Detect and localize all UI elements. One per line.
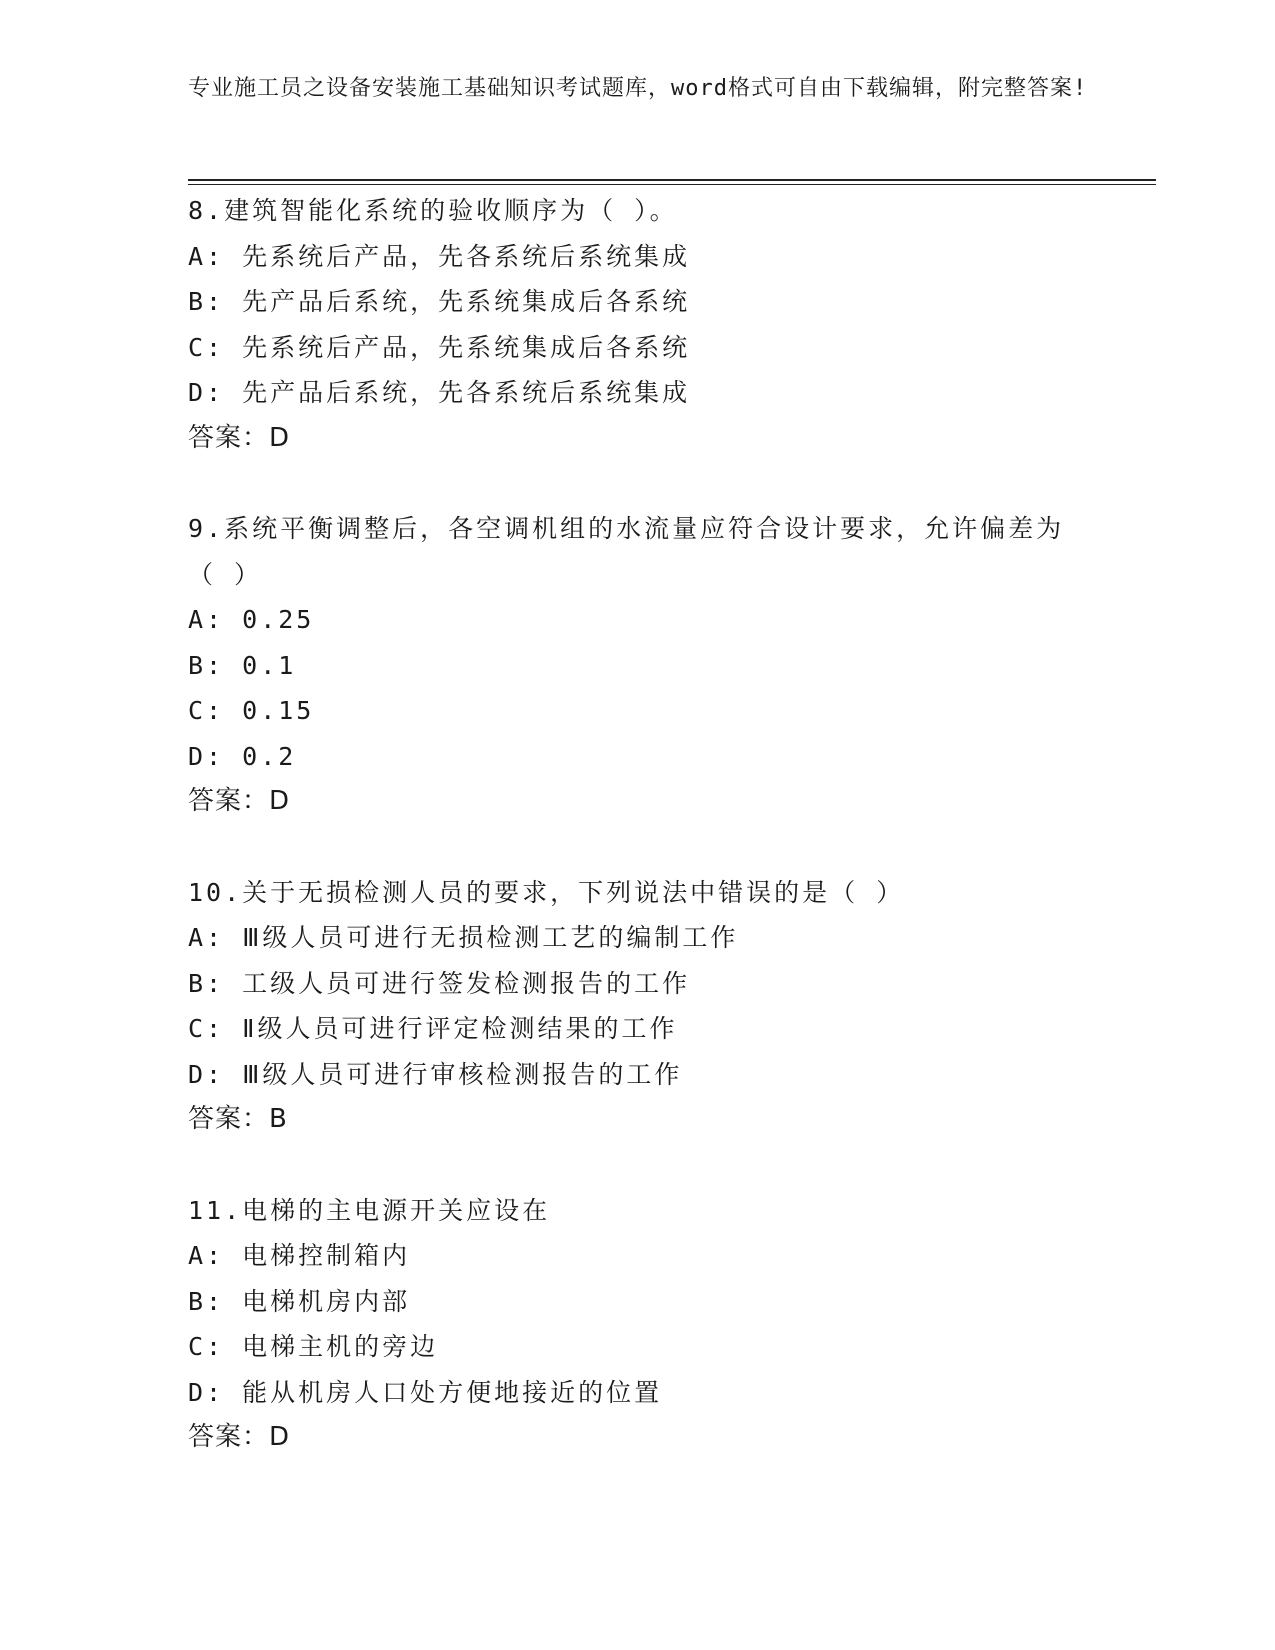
option-c: C: 电梯主机的旁边 xyxy=(188,1332,439,1361)
question-stem: 9.系统平衡调整后，各空调机组的水流量应符合设计要求，允许偏差为（ ） xyxy=(188,514,1065,589)
option-a: A: Ⅲ级人员可进行无损检测工艺的编制工作 xyxy=(188,923,739,952)
question-8 xyxy=(188,188,1088,461)
option-a: A: 先系统后产品，先各系统后系统集成 xyxy=(188,241,691,271)
question-stem: 11.电梯的主电源开关应设在 xyxy=(188,1195,551,1225)
option-b: B: 工级人员可进行签发检测报告的工作 xyxy=(188,968,691,998)
option-d: D: 能从机房人口处方便地接近的位置 xyxy=(188,1377,663,1407)
option-c: C: Ⅱ级人员可进行评定检测结果的工作 xyxy=(188,1014,678,1043)
document-header: 专业施工员之设备安装施工基础知识考试题库，word格式可自由下载编辑，附完整答案! xyxy=(188,76,1088,101)
option-d: D: Ⅲ级人员可进行审核检测报告的工作 xyxy=(188,1059,683,1089)
question-stem: 8.建筑智能化系统的验收顺序为（ ）。 xyxy=(188,196,678,225)
option-d: D: 先产品后系统，先各系统后系统集成 xyxy=(188,378,691,407)
option-a: A: 0.25 xyxy=(188,605,315,634)
answer-label: 答案：D xyxy=(188,1422,291,1452)
answer-label: 答案：D xyxy=(188,422,291,453)
question-list xyxy=(188,188,1088,1506)
option-b: B: 电梯机房内部 xyxy=(188,1286,411,1316)
answer-label: 答案：D xyxy=(188,786,291,816)
option-d: D: 0.2 xyxy=(188,741,297,771)
option-b: B: 先产品后系统，先系统集成后各系统 xyxy=(188,287,691,316)
option-c: C: 0.15 xyxy=(188,696,315,725)
option-b: B: 0.1 xyxy=(188,650,297,680)
header-divider-thin xyxy=(188,184,1156,185)
question-10 xyxy=(188,870,1088,1143)
option-a: A: 电梯控制箱内 xyxy=(188,1241,411,1270)
header-divider-thick xyxy=(188,179,1156,181)
question-stem: 10.关于无损检测人员的要求，下列说法中错误的是（ ） xyxy=(188,877,905,907)
question-11 xyxy=(188,1188,1088,1461)
option-c: C: 先系统后产品，先系统集成后各系统 xyxy=(188,332,691,362)
answer-label: 答案：B xyxy=(188,1104,288,1134)
question-9 xyxy=(188,506,1088,825)
